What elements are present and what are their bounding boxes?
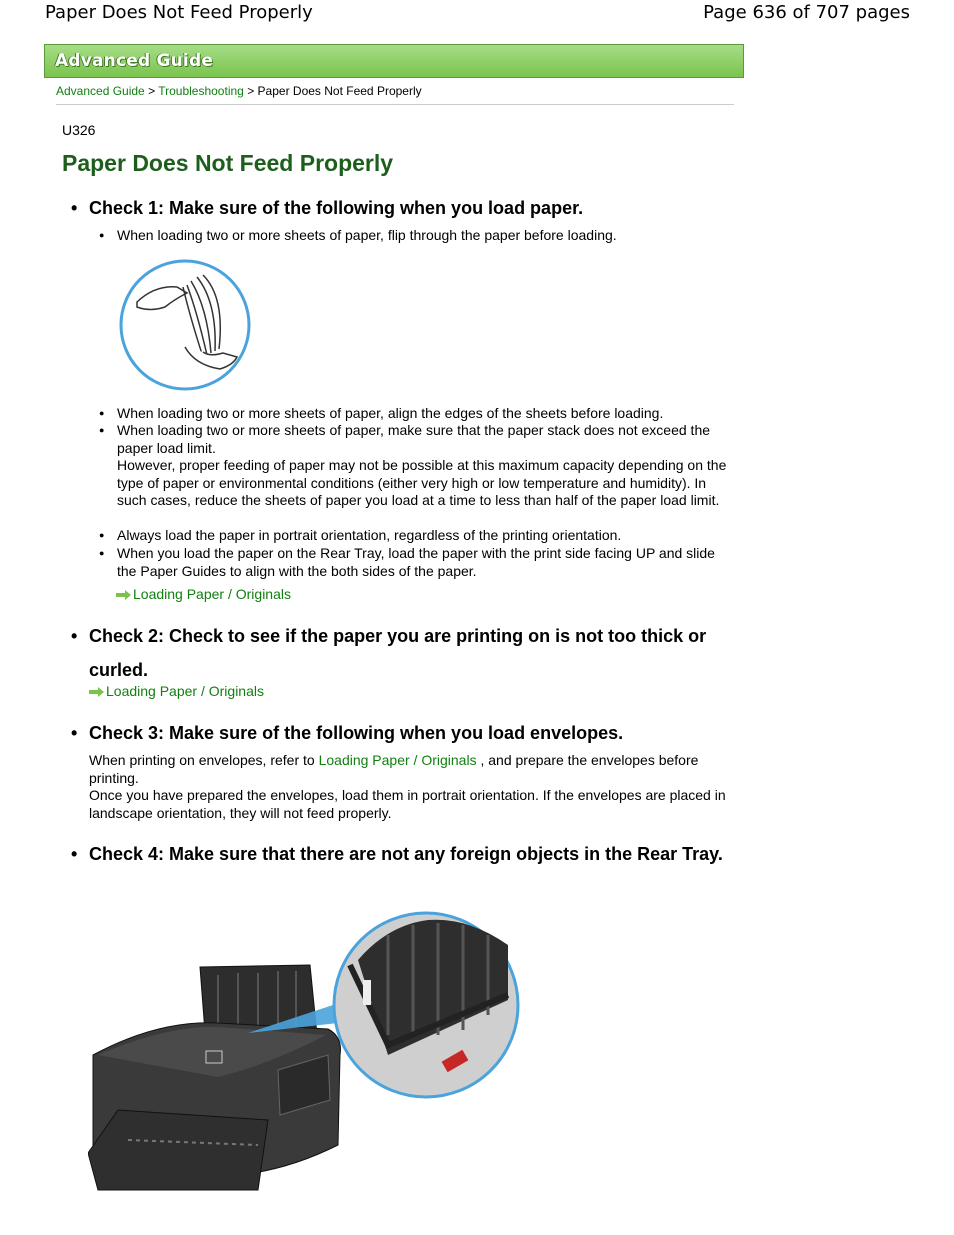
check-2-heading: • Check 2: Check to see if the paper you are printing on is not too thick or curled. — [89, 619, 739, 687]
list-item: ● When you load the paper on the Rear Tray, load the paper with the print side facing UP and slide the Paper Guides to align with the both sides of the paper. — [117, 545, 727, 580]
link-loading-paper[interactable]: Loading Paper / Originals — [318, 752, 477, 768]
list-item-text: However, proper feeding of paper may not be possible at this maximum capacity depending on the type of paper or environmental conditions (either very high or low temperature and humidity). In such cases, reduce the sheets of paper you load at a time to less than half of the paper load limit. — [117, 457, 727, 508]
check-4-heading: • Check 4: Make sure that there are not any foreign objects in the Rear Tray. — [89, 837, 739, 871]
section-banner — [44, 44, 744, 78]
divider — [56, 104, 734, 105]
page-title: Paper Does Not Feed Properly — [62, 150, 394, 176]
list-item: ● When loading two or more sheets of paper, flip through the paper before loading. — [117, 227, 727, 245]
printer-rear-tray-illustration — [88, 905, 528, 1195]
list-item — [117, 422, 727, 510]
arrow-right-icon — [116, 590, 131, 600]
error-code: U326 — [62, 122, 96, 138]
breadcrumb-advanced-guide[interactable]: Advanced Guide — [56, 84, 145, 98]
check-1-heading: • Check 1: Make sure of the following when you load paper. — [89, 191, 739, 225]
check-3-heading: • Check 3: Make sure of the following when you load envelopes. — [89, 716, 739, 750]
list-item: ● Always load the paper in portrait orientation, regardless of the printing orientation. — [117, 527, 727, 545]
breadcrumb-current: Paper Does Not Feed Properly — [257, 84, 422, 98]
page-number: Page 636 of 707 pages — [703, 2, 910, 23]
link-loading-paper[interactable]: Loading Paper / Originals — [116, 586, 291, 602]
paragraph: Once you have prepared the envelopes, load them in portrait orientation. If the envelopes are placed in landscape orientation, they will not feed properly. — [89, 787, 726, 821]
flip-paper-illustration — [115, 257, 255, 397]
paragraph: When printing on envelopes, refer to Loading Paper / Originals , and prepare the envelopes before printing. — [89, 752, 699, 786]
banner-label: Advanced Guide — [55, 51, 214, 71]
breadcrumb-separator: > — [247, 84, 255, 98]
list-item: ● When loading two or more sheets of paper, align the edges of the sheets before loading. — [117, 405, 727, 423]
link-loading-paper[interactable]: Loading Paper / Originals — [89, 683, 264, 699]
breadcrumb-separator: > — [148, 84, 156, 98]
list-item-text: ● When loading two or more sheets of paper, make sure that the paper stack does not exceed the paper load limit. — [117, 422, 711, 456]
breadcrumb-troubleshooting[interactable]: Troubleshooting — [158, 84, 244, 98]
arrow-right-icon — [89, 687, 104, 697]
document-header-title: Paper Does Not Feed Properly — [45, 2, 313, 23]
breadcrumb — [56, 84, 422, 98]
